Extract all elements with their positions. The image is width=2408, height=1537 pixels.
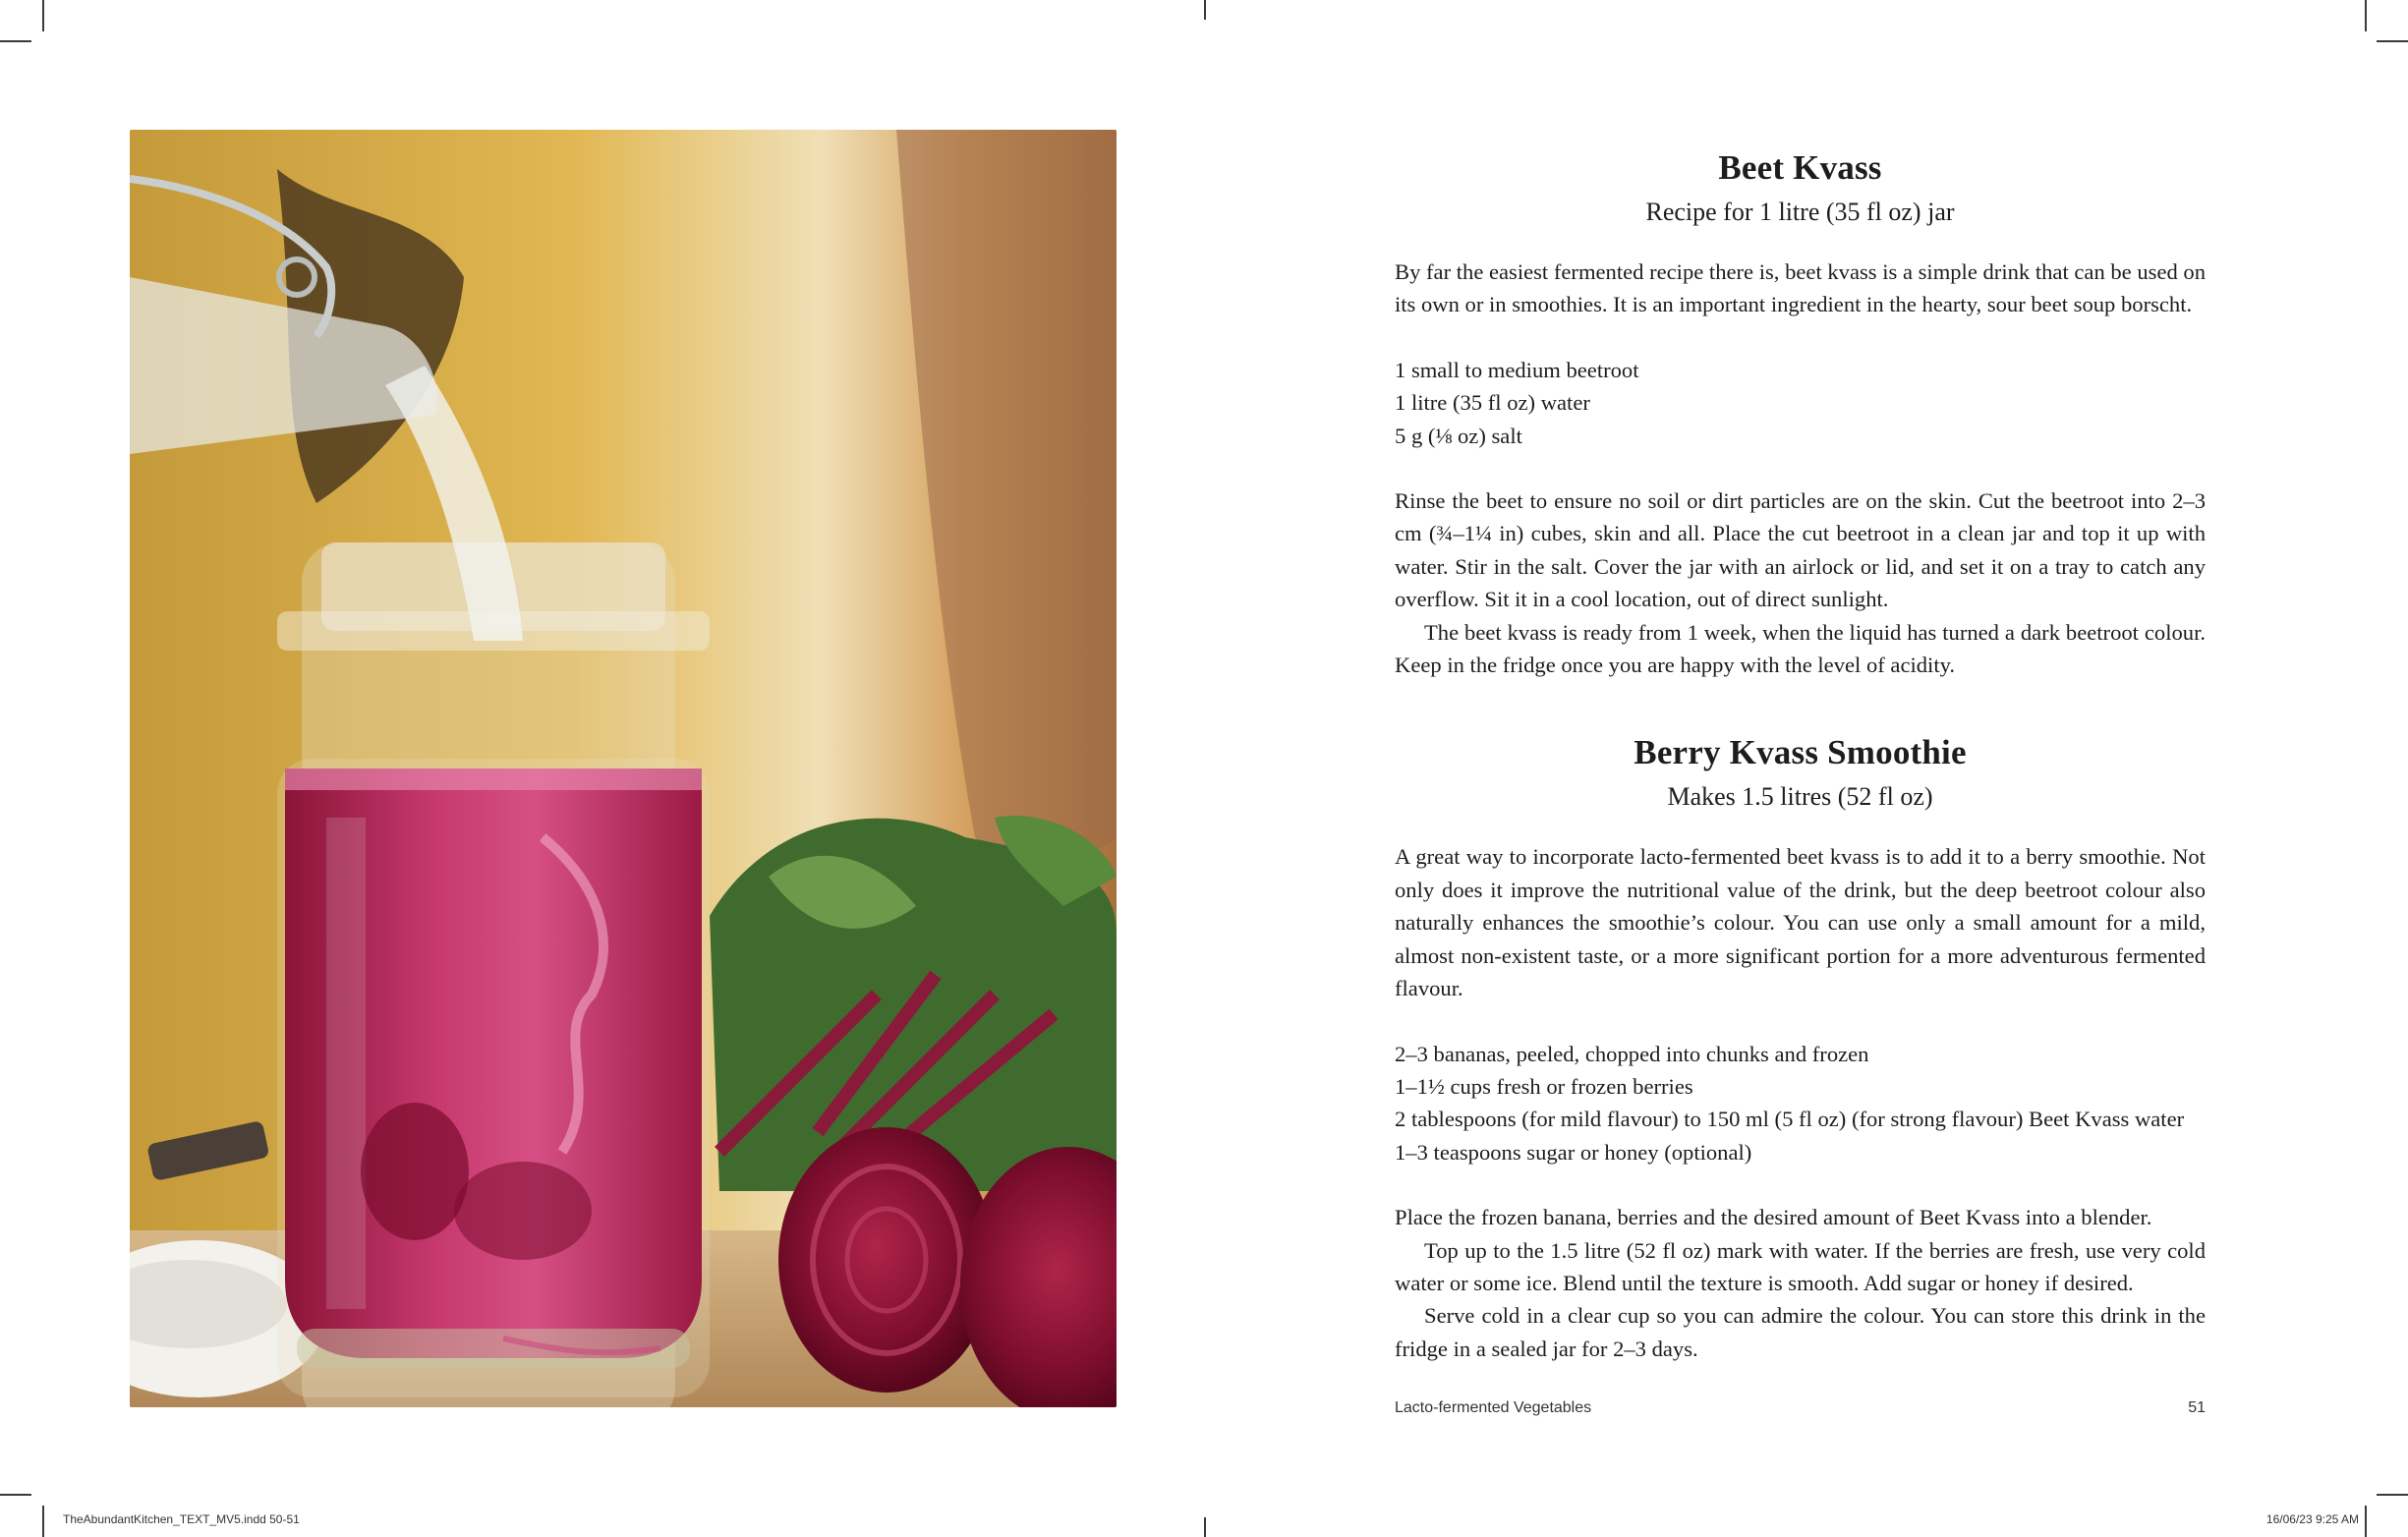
recipe-yield: Makes 1.5 litres (52 fl oz): [1667, 782, 1933, 812]
running-footer-section: Lacto-fermented Vegetables: [1395, 1399, 1592, 1416]
ingredient-item: 1 litre (35 fl oz) water: [1395, 390, 1590, 416]
method-paragraph: Rinse the beet to ensure no soil or dirt particles are on the skin. Cut the beetroot into 2–3 cm (¾–1¼ in) cubes, skin and all. Place the cut beetroot in a clean jar and top it up with water. Stir in the salt. Cover the jar with an airlock or lid, and set it on a tray to catch any overflow. Sit it in a cool location, out of direct sunlight.: [1395, 488, 2206, 612]
recipe-title: Berry Kvass Smoothie: [1634, 733, 1967, 772]
crop-mark: [2377, 40, 2408, 42]
method-paragraph: Serve cold in a clear cup so you can admire the colour. You can store this drink in the fridge in a sealed jar for 2–3 days.: [1395, 1303, 2206, 1361]
recipe-beet-kvass: [1395, 147, 2206, 681]
ingredient-list: [1395, 1038, 2206, 1169]
method-paragraph: Place the frozen banana, berries and the desired amount of Beet Kvass into a blender.: [1395, 1205, 2152, 1230]
recipe-page: [1395, 147, 2206, 1365]
recipe-title: Beet Kvass: [1718, 148, 1882, 187]
ingredient-item: 2–3 bananas, peeled, chopped into chunks and frozen: [1395, 1041, 1869, 1066]
ingredient-item: 1 small to medium beetroot: [1395, 357, 1639, 382]
crop-mark: [1204, 0, 1206, 20]
method-paragraph: The beet kvass is ready from 1 week, when the liquid has turned a dark beetroot colour. Keep in the fridge once you are happy with the level of acidity.: [1395, 619, 2206, 678]
method-paragraph: Top up to the 1.5 litre (52 fl oz) mark with water. If the berries are fresh, use very cold water or some ice. Blend until the texture is smooth. Add sugar or honey if desired.: [1395, 1237, 2206, 1295]
method-steps: [1395, 484, 2206, 681]
recipe-berry-kvass-smoothie: [1395, 732, 2206, 1365]
page-number: 51: [2188, 1399, 2206, 1416]
crop-mark: [0, 1494, 31, 1496]
print-slug-file: TheAbundantKitchen_TEXT_MV5.indd 50-51: [63, 1512, 300, 1526]
crop-mark: [2365, 0, 2367, 31]
ingredient-item: 2 tablespoons (for mild flavour) to 150 ml (5 fl oz) (for strong flavour) Beet Kvass water: [1395, 1107, 2185, 1132]
print-slug-datetime: 16/06/23 9:25 AM: [2265, 1512, 2359, 1526]
ingredient-list: [1395, 354, 2206, 452]
recipe-yield: Recipe for 1 litre (35 fl oz) jar: [1645, 198, 1955, 226]
crop-mark: [2365, 1506, 2367, 1537]
method-steps: [1395, 1201, 2206, 1365]
crop-mark: [0, 40, 31, 42]
ingredient-item: 1–1½ cups fresh or frozen berries: [1395, 1073, 1693, 1099]
crop-mark: [42, 1506, 44, 1537]
crop-mark: [1204, 1517, 1206, 1537]
crop-mark: [42, 0, 44, 31]
ingredient-item: 1–3 teaspoons sugar or honey (optional): [1395, 1139, 1752, 1165]
beet-kvass-photo: [130, 130, 1117, 1407]
recipe-intro: By far the easiest fermented recipe there is, beet kvass is a simple drink that can be used on its own or in smoothies. It is an important ingredient in the hearty, sour beet soup borscht.: [1395, 259, 2207, 317]
crop-mark: [2377, 1494, 2408, 1496]
recipe-intro: A great way to incorporate lacto-fermented beet kvass is to add it to a berry smoothie. Not only does it improve the nutritional value of the drink, but the deep beetroot colour also naturally enhances the smoothie’s colour. You can use only a small amount for a mild, almost non-existent taste, or a more significant portion for a more adventurous fermented flavour.: [1395, 844, 2206, 1001]
ingredient-item: 5 g (⅛ oz) salt: [1395, 423, 1522, 448]
